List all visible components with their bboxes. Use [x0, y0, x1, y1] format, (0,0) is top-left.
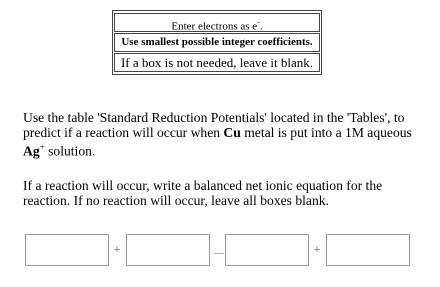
question-paragraph — [23, 110, 428, 159]
electrons-instruction-period: . — [259, 20, 263, 33]
reactant-1-input[interactable] — [25, 234, 109, 266]
reactant-2-input[interactable] — [126, 234, 210, 266]
question-text-3: solution. — [44, 143, 96, 159]
metal-name: Cu — [223, 125, 241, 140]
electron-superscript: - — [257, 18, 260, 27]
equation-instruction-paragraph: If a reaction will occur, write a balanced net ionic equation for the reaction. If no reaction will occur, leave all boxes blank. — [23, 178, 383, 208]
instructions-box — [112, 10, 322, 75]
reaction-arrow — [214, 253, 224, 254]
coefficients-instruction: Use smallest possible integer coefficients. — [114, 33, 320, 52]
question-text-1: Use the table 'Standard Reduction Potentials' located in the 'Tables', to predict if a reaction will occur when — [23, 110, 405, 140]
product-1-input[interactable] — [225, 234, 309, 266]
plus-sign-reactants: + — [113, 244, 121, 256]
electrons-instruction — [114, 13, 320, 32]
net-ionic-equation — [25, 234, 415, 268]
ion-charge: + — [39, 142, 45, 152]
ion-name: Ag — [23, 143, 40, 159]
product-2-input[interactable] — [326, 234, 410, 266]
electrons-instruction-text: Enter electrons as e — [171, 20, 258, 33]
plus-sign-products: + — [313, 244, 321, 256]
question-text-2: metal is put into a 1M aqueous — [240, 125, 412, 140]
blank-instruction: If a box is not needed, leave it blank. — [114, 53, 320, 72]
